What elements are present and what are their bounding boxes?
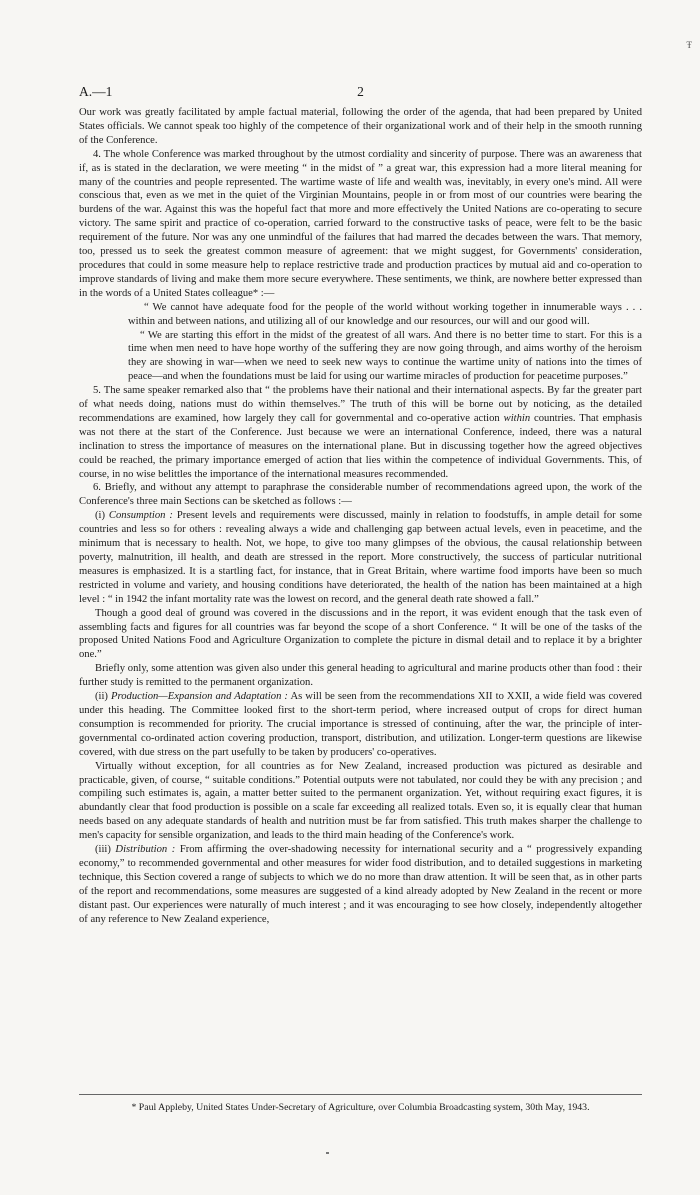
section-production [79,690,642,760]
section-consumption-text: Present levels and requirements were discussed, mainly in relation to foodstuffs, in ample detail for some countries and less so for others : revealing always a wide and challenging gap between actual levels, even in peacetime, and the minimum that is necessary to health. Not, we hope, to give too many glimpses of the obvious, the causal relationship between poverty, malnutrition, ill health, and death are stressed in the report. More constructively, the success of particular nutritional measures is emphasized. It is a startling fact, for instance, that in Great Britain, where wartime food imports have been so much restricted in volume and variety, and housing conditions have deteriorated, the health of the nation has been maintained at a high level : “ in 1942 the infant mortality rate was the lowest on record, and the general death rate showed a fall.” [79,510,642,605]
document-body [79,106,642,926]
paragraph-5 [79,384,642,481]
document-reference: A.—1 [79,84,113,99]
paragraph-4: 4. The whole Conference was marked throughout by the utmost cordiality and sincerity of purpose. There was an awareness that if, as is stated in the declaration, we were meeting “ in the midst of ” a great war, this expression had a more literal meaning for many of the countries and people represented. The wartime waste of life and wealth was, inevitably, in every one's mind. All were conscious that, even as we met in the quiet of the Virginian Mountains, people in or from most of our countries were bearing the burdens of the war. Against this was the hopeful fact that more and more effectively the United Nations are co-operating to secure victory. The same spirit and practice of co-operation, carried forward to the constructive tasks of peace, were felt to be the basic requirement of the future. Nor was any one unmindful of the failures that had marred the decades between the wars. That memory, too, pressed us to seek the greatest common measure of agreement: that we might suggest, for Governments' consideration, procedures that could in some measure help to replace restrictive trade and production practices by mutual aid and co-operation to improve standards of living and make them more secure everywhere. These sentiments, we think, are nowhere better expressed than in the words of a United States colleague* :— [79,148,642,299]
section-consumption-number: (i) [95,510,105,522]
section-production-text: As will be seen from the recommendations XII to XXII, a wide field was covered under this heading. The Committee looked first to the short-term period, where increased output of crops for direct human consumption is recommended for priority. The crucial importance is stressed of continuing, after the war, the principle of inter-governmental co-ordinated action covering production, transport, distribution, and utilization. Longer-term questions are likewise covered, with due stress on the part usefully to be taken by producers' co-operatives. [79,691,642,758]
section-distribution-number: (iii) [95,844,111,856]
print-speck [326,1152,329,1154]
paragraph-5-end: countries. That emphasis was not there at the start of the Conference. Just because we were an international Conference, indeed, there was a natural inclination to stress the importance of measures on the international plane. But in discussing together how the agreed objectives could be reached, the primary importance emerged of action that lies within the competence of individual Governments. This, of course, in no wise belittles the importance of the international measures recommended. [79,412,642,480]
page-header [79,84,642,100]
quotation-2: “ We are starting this effort in the midst of the greatest of all wars. And there is no better time to start. For this is a time when men need to have hope worthy of the suffering they are now going through, and aims worthy of the heroism they are showing in war—when we need to seek new ways to continue the wartime unity of nations into the times of peace—and when the foundations must be laid for using our wartime miracles of production for peacetime purposes.” [128,329,642,383]
section-distribution [79,843,642,926]
section-production-number: (ii) [95,691,108,703]
consumption-paragraph-2: Though a good deal of ground was covered in the discussions and in the report, it was evident enough that the task even of assembling facts and figures for all countries was far beyond the scope of a short Conference. “ It will be one of the tasks of the proposed United Nations Food and Agriculture Organization to complete the picture in dismal detail and to replace it by a brighter one.” [79,607,642,661]
footnote: * Paul Appleby, United States Under-Secretary of Agriculture, over Columbia Broadcasting system, 30th May, 1943. [131,1102,590,1113]
section-consumption [79,509,642,606]
paragraph-5-text: 5. The same speaker remarked also that “ the problems have their national and their international aspects. By far the greater part of what needs doing, nations must do within themselves.” The truth of this will be borne out by noticing, as the detailed recommendations are examined, how largely they call for governmental and co-operative action [79,385,642,424]
consumption-paragraph-3: Briefly only, some attention was given also under this general heading to agricultural and marine products other than food : their further study is remitted to the permanent organization. [79,663,642,689]
production-paragraph-2: Virtually without exception, for all countries as for New Zealand, increased production was pictured as desirable and practicable, given, of course, “ suitable conditions.” Potential outputs were not tabulated, nor could they be with any precision ; and compiling such estimates is, again, a matter better suited to the permanent organization. Yet, without requiring exact figures, it is abundantly clear that food production is possible on a scale far exceeding all realized totals. Even so, it is equally clear that human needs based on any adequate standards of health and nutrition must be far from satisfied. This truth makes sharper the challenge to men's capacity for sensible organization, and leads to the third main heading of the Conference's work. [79,760,642,842]
section-consumption-heading: Consumption : [108,510,173,522]
footnote-rule [79,1094,642,1095]
page-number: 2 [357,84,364,99]
section-production-heading: Production—Expansion and Adaptation : [111,691,288,703]
emphasis-within: within [503,412,531,424]
margin-mark: Ŧ [686,40,692,50]
quotation-1: “ We cannot have adequate food for the people of the world without working together in innumerable ways . . . within and between nations, and utilizing all of our knowledge and our resources, our will and our good will. [128,301,642,327]
paragraph-continuation: Our work was greatly facilitated by ample factual material, following the order of the agenda, that had been prepared by United States officials. We cannot speak too highly of the competence of their organizational work and of their help in the smooth running of the Conference. [79,107,642,146]
section-distribution-heading: Distribution : [115,844,176,856]
section-distribution-text: From affirming the over-shadowing necessity for international security and a “ progressively expanding economy,” to recommended governmental and other measures for wider food distribution, and to detailed suggestions in marketing technique, this Section covered a range of subjects to which we do no more than draw attention. It will be seen that, as in other parts of the report and recommendations, some measures are suggested of a kind already adopted by New Zealand in the recent or more distant past. Our experiences were naturally of much interest ; and it was encouraging to see how closely, independently altogether of any reference to New Zealand experience, [79,844,642,925]
paragraph-6: 6. Briefly, and without any attempt to paraphrase the considerable number of recommendations agreed upon, the work of the Conference's three main Sections can be sketched as follows :— [79,482,642,508]
